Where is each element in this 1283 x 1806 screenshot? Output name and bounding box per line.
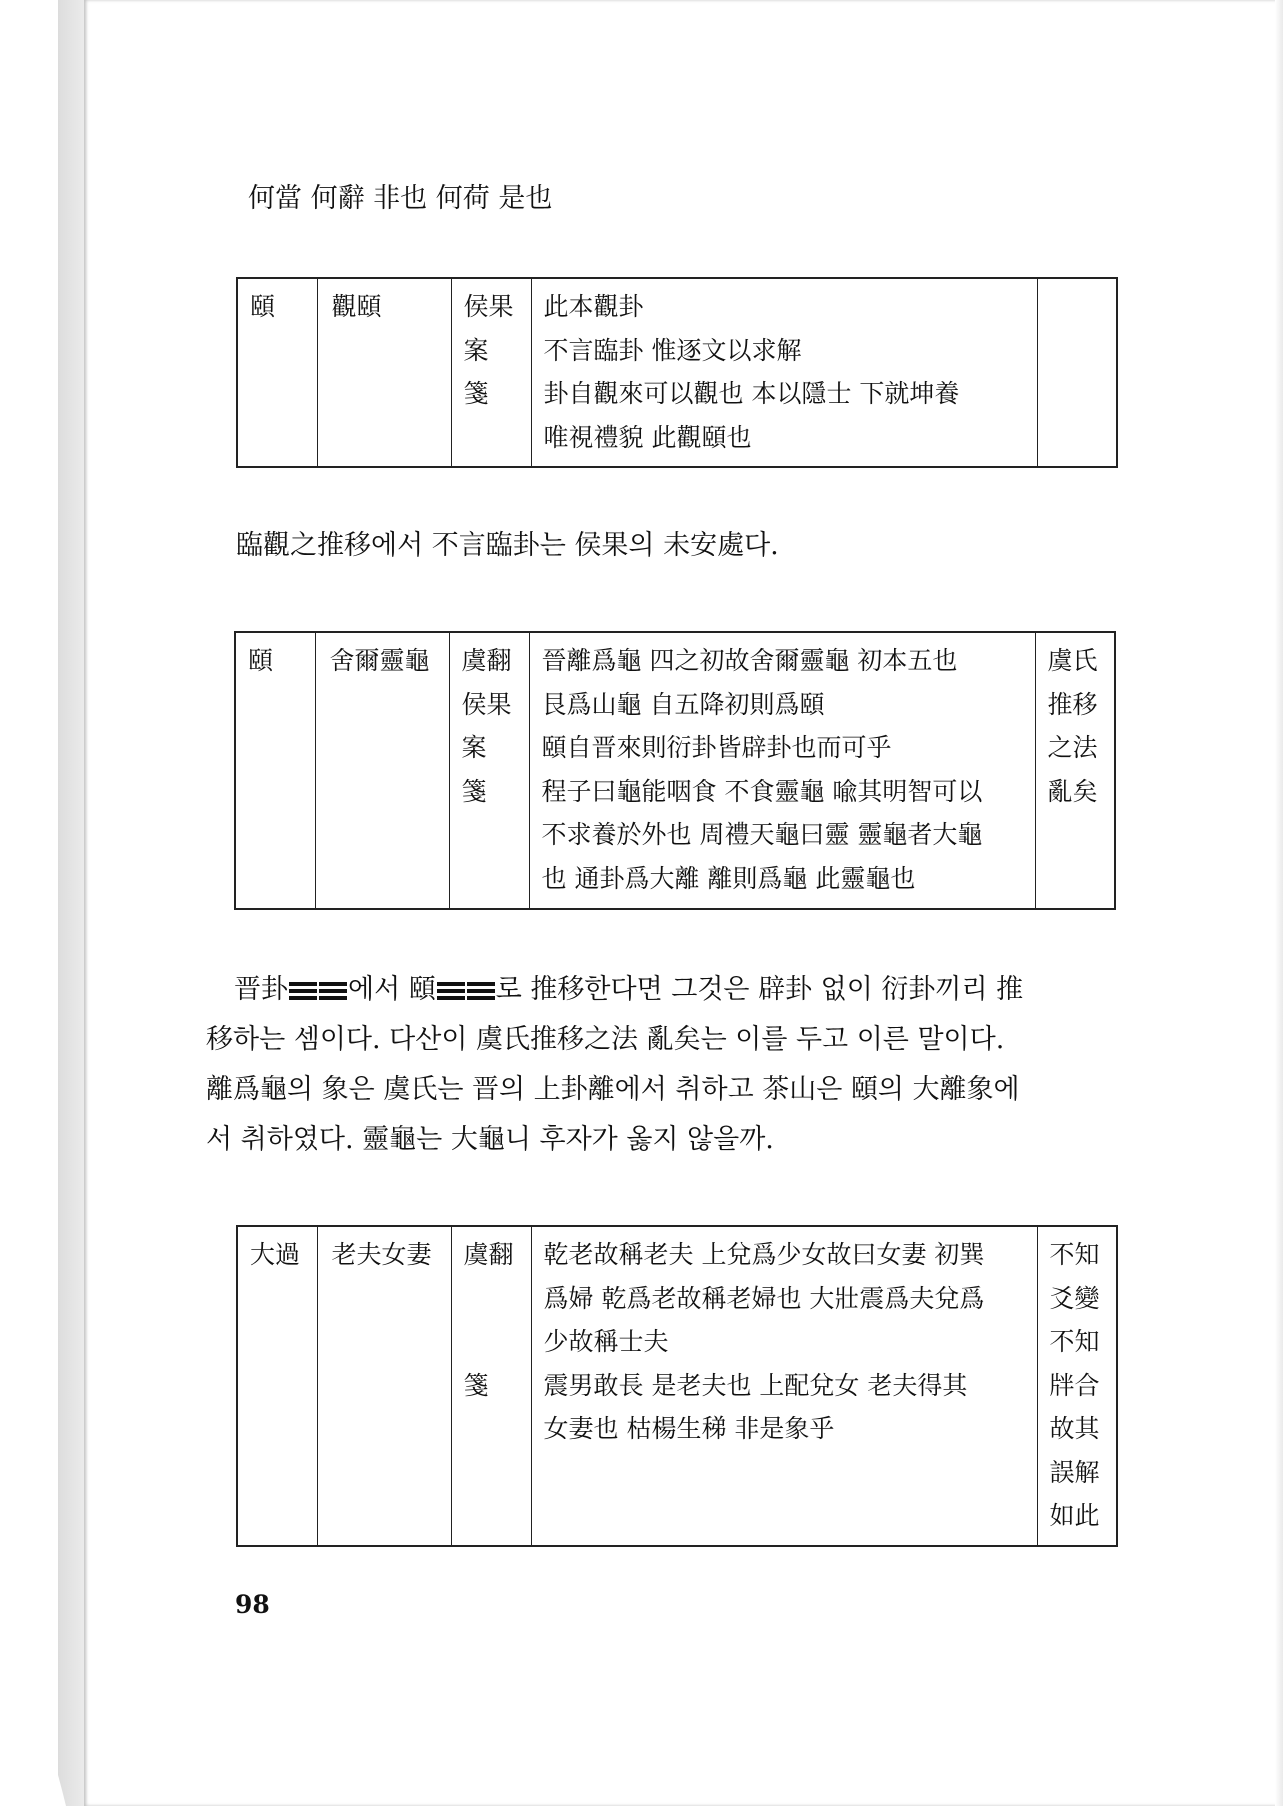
phrase-cell: 觀頤 — [317, 278, 451, 467]
table-row — [235, 632, 1115, 909]
page-edge — [1275, 0, 1283, 1806]
gloss-table-2 — [234, 631, 1116, 910]
commentary-cell: 晉離爲龜 四之初故舍爾靈龜 初本五也 艮爲山龜 自五降初則爲頤 頤自晋來則衍卦皆辟卦也而可乎 程子曰龜能咽食 不食靈龜 喩其明智可以 不求養於外也 周禮天龜曰靈 靈龜者大龜 也 通卦爲大離 離則爲龜 此靈龜也 — [529, 632, 1035, 909]
comment-line: 臨觀之推移에서 不言臨卦는 侯果의 未安處다. — [236, 530, 779, 561]
remark-cell: 不知 爻變 不知 牉合 故其 誤解 如此 — [1037, 1226, 1117, 1546]
remark-cell: 虞氏 推移 之法 亂矣 — [1035, 632, 1115, 909]
commentator-cell: 虞翻 箋 — [451, 1226, 531, 1546]
paragraph-line-2: 移하는 셈이다. 다산이 虞氏推移之法 亂矣는 이를 두고 이른 말이다. — [206, 1024, 1005, 1055]
phrase-cell: 舍爾靈龜 — [315, 632, 449, 909]
gloss-table-3 — [236, 1225, 1118, 1547]
paragraph-line-4: 서 취하였다. 靈龜는 大龜니 후자가 옳지 않을까. — [206, 1124, 774, 1155]
table-row — [237, 1226, 1117, 1546]
trigram-kun-icon — [319, 982, 347, 1000]
book-spine — [0, 0, 86, 1806]
paragraph-line-1: 晋卦 에서 頤 로 推移한다면 그것은 辟卦 없이 衍卦끼리 推 — [234, 974, 1024, 1005]
paragraph-line-3: 離爲龜의 象은 虞氏는 晋의 上卦離에서 취하고 茶山은 頤의 大離象에 — [206, 1074, 1020, 1105]
trigram-zhen-icon — [467, 982, 495, 1000]
table-row — [237, 278, 1117, 467]
commentary-cell: 此本觀卦 不言臨卦 惟逐文以求解 卦自觀來可以觀也 本以隱士 下就坤養 唯視禮貌 此觀頤也 — [531, 278, 1037, 467]
hexagram-cell: 大過 — [237, 1226, 317, 1546]
trigram-gen-icon — [437, 982, 465, 1000]
remark-cell — [1037, 278, 1117, 467]
trigram-li-icon — [289, 982, 317, 1000]
header-line: 何當 何辭 非也 何荷 是也 — [248, 183, 553, 214]
hexagram-cell: 頤 — [237, 278, 317, 467]
phrase-cell: 老夫女妻 — [317, 1226, 451, 1546]
body-paragraph — [206, 965, 1118, 1165]
commentator-cell: 虞翻 侯果 案 箋 — [449, 632, 529, 909]
gloss-table-1 — [236, 277, 1118, 468]
page-number: 98 — [235, 1590, 270, 1619]
commentary-cell: 乾老故稱老夫 上兌爲少女故曰女妻 初巽 爲婦 乾爲老故稱老婦也 大壯震爲夫兌爲 少故稱士夫 震男敢長 是老夫也 上配兌女 老夫得其 女妻也 枯楊生稊 非是象乎 — [531, 1226, 1037, 1546]
commentator-cell: 侯果 案 箋 — [451, 278, 531, 467]
hexagram-cell: 頤 — [235, 632, 315, 909]
